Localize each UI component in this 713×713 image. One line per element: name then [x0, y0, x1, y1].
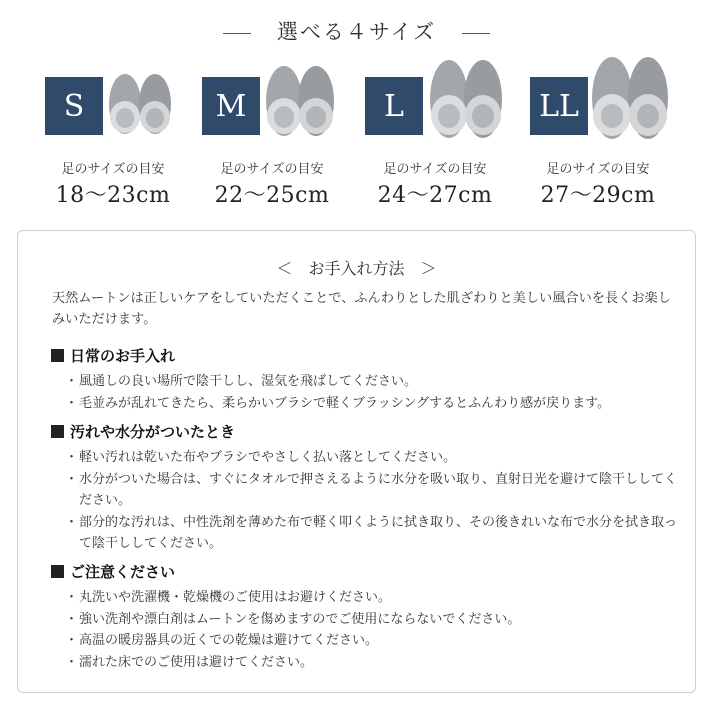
slipper-image [262, 63, 338, 141]
slipper-image [427, 57, 505, 141]
foot-size-label: 足のサイズの目安 [220, 162, 324, 177]
title-text: 選べる４サイズ [276, 20, 437, 44]
list-item: ・ 濡れた床でのご使用は避けてください。 [65, 652, 680, 674]
section-heading-text: 日常のお手入れ [70, 347, 176, 365]
square-bullet-icon [51, 425, 64, 438]
slipper-image [590, 55, 670, 141]
list-item: ・ 丸洗いや洗濯機・乾燥機のご使用はお避けください。 [65, 587, 680, 609]
list-item: ・ 軽い汚れは乾いた布やブラシでやさしく払い落としてください。 [65, 447, 680, 469]
slipper-image [105, 71, 175, 139]
daily-care-list [65, 371, 680, 414]
size-badge: S [45, 77, 103, 135]
square-bullet-icon [51, 565, 64, 578]
foot-size-range: 18～23cm [55, 183, 171, 208]
foot-size-label: 足のサイズの目安 [546, 162, 650, 177]
list-item: ・ 高温の暖房器具の近くでの乾燥は避けてください。 [65, 630, 680, 652]
title-dash-right [462, 33, 490, 34]
list-item: ・ 部分的な汚れは、中性洗剤を薄めた布で軽く叩くように拭き取り、その後きれいな布で水分を拭き取って陰干ししてください。 [65, 512, 680, 555]
size-badge: LL [530, 77, 588, 135]
list-item: ・ 毛並みが乱れてきたら、柔らかいブラシで軽くブラッシングするとふんわり感が戻ります。 [65, 393, 680, 415]
title-dash-left [223, 33, 251, 34]
foot-size-range: 24～27cm [377, 183, 493, 208]
foot-size-label: 足のサイズの目安 [383, 162, 487, 177]
caution-list [65, 587, 680, 673]
foot-size-label: 足のサイズの目安 [61, 162, 165, 177]
foot-size-range: 27～29cm [540, 183, 656, 208]
section-heading-text: ご注意ください [70, 563, 176, 581]
section-heading-daily [51, 345, 175, 366]
size-card-s [33, 55, 193, 208]
section-heading-caution [51, 561, 175, 582]
size-card-l [355, 55, 515, 208]
care-instructions-panel [17, 230, 696, 693]
foot-size-range: 22～25cm [214, 183, 330, 208]
care-intro: 天然ムートンは正しいケアをしていただくことで、ふんわりとした肌ざわりと美しい風合いを長くお楽しみいただけます。 [52, 291, 671, 327]
size-badge: M [202, 77, 260, 135]
page-title [0, 16, 713, 46]
size-card-ll [518, 55, 678, 208]
section-heading-text: 汚れや水分がついたとき [70, 423, 236, 441]
list-item: ・ 風通しの良い場所で陰干しし、湿気を飛ばしてください。 [65, 371, 680, 393]
stain-care-list [65, 447, 680, 555]
list-item: ・ 水分がついた場合は、すぐにタオルで押さえるように水分を吸い取り、直射日光を避けて陰干ししてください。 [65, 469, 680, 512]
size-badge: L [365, 77, 423, 135]
size-options [0, 55, 713, 208]
list-item: ・ 強い洗剤や漂白剤はムートンを傷めますのでご使用にならないでください。 [65, 609, 680, 631]
care-title: ＜ お手入れ方法 ＞ [276, 259, 437, 278]
square-bullet-icon [51, 349, 64, 362]
size-card-m [192, 55, 352, 208]
section-heading-stains [51, 421, 235, 442]
